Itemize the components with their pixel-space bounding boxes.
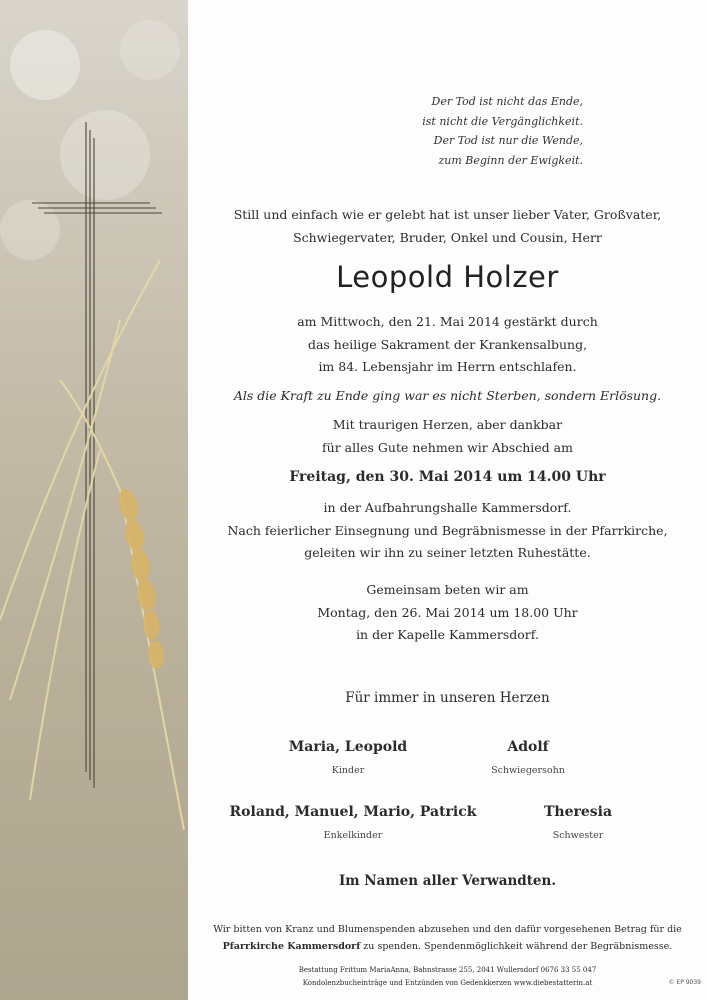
- relative-role: Schwiegersohn: [491, 765, 565, 776]
- ceremony-text: in der Aufbahrungshalle Kammersdorf. Nach feierlicher Einsegnung und Begräbnismesse in der Pfarrkirche, geleiten wir ihn zu seiner letzten Ruhestätte.: [227, 500, 668, 560]
- relative-role: Enkelkinder: [323, 830, 383, 841]
- intro-text: Still und einfach wie er gelebt hat ist unser lieber Vater, Großvater, Schwiegervater, Bruder, Onkel und Cousin, Herr: [233, 207, 662, 245]
- relative-role: Schwester: [552, 830, 604, 841]
- decorative-image-panel: [0, 0, 188, 1000]
- quote: Als die Kraft zu Ende ging war es nicht Sterben, sondern Erlösung.: [233, 388, 662, 403]
- poem-line: zum Beginn der Ewigkeit.: [438, 153, 583, 167]
- funeral-home-footer: Bestattung Frittum MariaAnna, Bahnstrasse 255, 2041 Wullersdorf 0676 33 55 047 Kondolenzbucheinträge und Entzünden von Gedenkkerzen www.diebestatterin.at: [298, 966, 597, 987]
- poem-line: Der Tod ist nur die Wende,: [433, 134, 583, 147]
- obituary-content: [188, 0, 707, 1000]
- wheat-cross-illustration: [0, 0, 188, 1000]
- farewell-text: Mit traurigen Herzen, aber dankbar für alles Gute nehmen wir Abschied am: [322, 417, 573, 455]
- document-code: © EP 9039: [668, 979, 701, 986]
- relative-role: Kinder: [331, 765, 365, 776]
- prayer-text: Gemeinsam beten wir am Montag, den 26. Mai 2014 um 18.00 Uhr in der Kapelle Kammersdorf.: [317, 582, 578, 642]
- donation-recipient: Pfarrkirche Kammersdorf: [222, 941, 361, 952]
- relative-names: Roland, Manuel, Mario, Patrick: [229, 804, 477, 820]
- forever-text: Für immer in unseren Herzen: [345, 690, 550, 706]
- poem-line: ist nicht die Vergänglichkeit.: [422, 114, 583, 128]
- death-notice: am Mittwoch, den 21. Mai 2014 gestärkt durch das heilige Sakrament der Krankensalbung, im 84. Lebensjahr im Herrn entschlafen.: [297, 314, 598, 374]
- closing-text: Im Namen aller Verwandten.: [338, 873, 557, 889]
- relative-names: Maria, Leopold: [288, 739, 408, 755]
- wheat-ear-icon: [115, 487, 165, 669]
- wheat-stalks-icon: [0, 260, 184, 830]
- poem-line: Der Tod ist nicht das Ende,: [431, 95, 583, 108]
- funeral-date: Freitag, den 30. Mai 2014 um 14.00 Uhr: [289, 469, 606, 485]
- poem: [422, 92, 583, 170]
- relative-names: Adolf: [507, 739, 549, 755]
- donation-note: Wir bitten von Kranz und Blumenspenden abzusehen und den dafür vorgesehenen Betrag für die Pfarrkirche Kammersdorf zu spenden. Spendenmöglichkeit während der Begräbnismesse.: [213, 924, 682, 952]
- relative-names: Theresia: [543, 804, 613, 820]
- cross-icon: [32, 122, 162, 788]
- deceased-name: Leopold Holzer: [336, 260, 559, 294]
